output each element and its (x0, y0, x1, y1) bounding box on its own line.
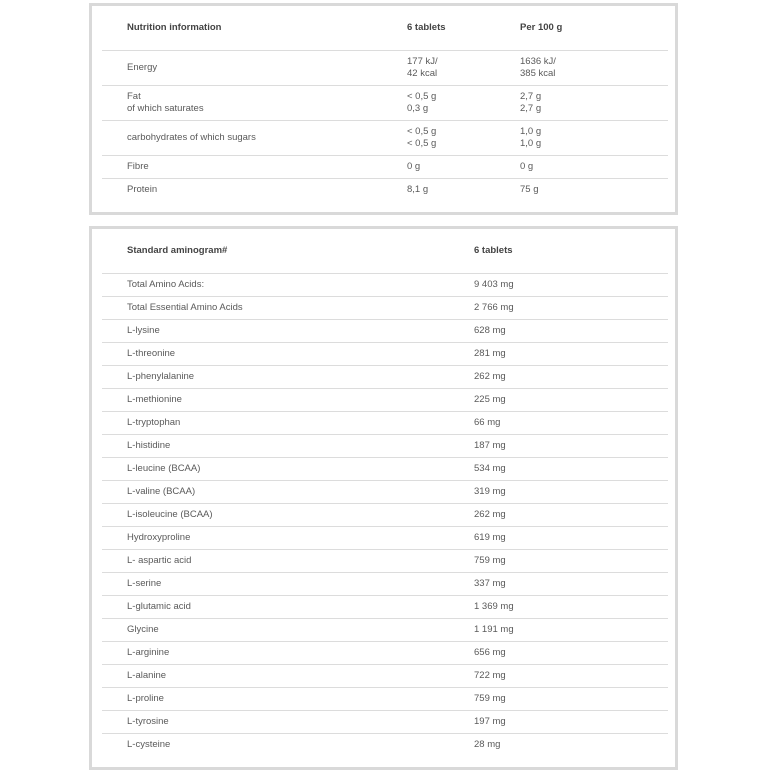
nutrition-serving-cell (382, 86, 495, 121)
aminogram-header-row (102, 229, 668, 274)
aminogram-row (102, 343, 668, 366)
nutrition-label-cell (102, 121, 382, 156)
nutrition-label-cell (102, 51, 382, 86)
nutrition-serving-cell-line: < 0,5 g (407, 126, 437, 137)
amino-acid-name: Total Essential Amino Acids (102, 297, 449, 320)
nutrition-serving-cell (382, 51, 495, 86)
nutrition-per100-cell-line: 1636 kJ/ (520, 56, 556, 67)
nutrition-serving-cell-line: 177 kJ/ (407, 56, 438, 67)
amino-acid-name: L-isoleucine (BCAA) (102, 504, 449, 527)
nutrition-per100-cell-line: 2,7 g (520, 103, 542, 114)
amino-acid-value: 1 369 mg (449, 596, 668, 619)
nutrition-serving-cell-line: < 0,5 g (407, 91, 437, 102)
aminogram-row (102, 366, 668, 389)
nutrition-label-cell (102, 86, 382, 121)
aminogram-row (102, 435, 668, 458)
aminogram-row (102, 734, 668, 757)
nutrition-per100-cell (495, 51, 668, 86)
amino-acid-name: L-lysine (102, 320, 449, 343)
nutrition-label-cell-line: Protein (127, 184, 158, 195)
amino-acid-value: 319 mg (449, 481, 668, 504)
amino-acid-value: 759 mg (449, 550, 668, 573)
nutrition-per100-cell-line: 75 g (520, 184, 539, 195)
aminogram-row (102, 320, 668, 343)
amino-acid-name: L-arginine (102, 642, 449, 665)
amino-acid-name: L-alanine (102, 665, 449, 688)
nutrition-per100-cell-line: 1,0 g (520, 126, 542, 137)
nutrition-row (102, 86, 668, 121)
amino-acid-name: L-cysteine (127, 739, 171, 750)
nutrition-per100-cell (495, 179, 668, 202)
nutrition-per100-cell-line: 0 g (520, 161, 534, 172)
nutrition-serving-cell (382, 156, 495, 179)
amino-acid-name: Hydroxyproline (102, 527, 449, 550)
amino-acid-value: 628 mg (449, 320, 668, 343)
nutrition-header-serving: 6 tablets (382, 6, 495, 51)
amino-acid-name: L-tyrosine (102, 711, 449, 734)
amino-acid-name: L-leucine (BCAA) (102, 458, 449, 481)
nutrition-label-cell-line: carbohydrates of which sugars (127, 132, 256, 143)
nutrition-header-row (102, 6, 668, 51)
nutrition-per100-cell-line: 2,7 g (520, 91, 542, 102)
amino-acid-value: 225 mg (449, 389, 668, 412)
amino-acid-value: 66 mg (449, 412, 668, 435)
nutrition-serving-cell-line: 0 g (407, 161, 421, 172)
nutrition-per100-cell (495, 86, 668, 121)
nutrition-row (102, 156, 668, 179)
nutrition-per100-cell-line: 385 kcal (520, 68, 556, 79)
nutrition-header-per100: Per 100 g (495, 6, 668, 51)
amino-acid-value: 337 mg (449, 573, 668, 596)
aminogram-row (102, 573, 668, 596)
aminogram-row (102, 274, 668, 297)
nutrition-label-cell (102, 179, 382, 202)
amino-acid-value: 262 mg (449, 504, 668, 527)
aminogram-row (102, 458, 668, 481)
nutrition-row (102, 121, 668, 156)
amino-acid-value: 2 766 mg (449, 297, 668, 320)
nutrition-serving-cell (382, 179, 495, 202)
amino-acid-value: 619 mg (449, 527, 668, 550)
aminogram-row (102, 550, 668, 573)
aminogram-row (102, 642, 668, 665)
amino-acid-value: 759 mg (449, 688, 668, 711)
amino-acid-name: L-threonine (102, 343, 449, 366)
nutrition-row (102, 51, 668, 86)
amino-acid-name: L-glutamic acid (102, 596, 449, 619)
amino-acid-name: Glycine (102, 619, 449, 642)
amino-acid-name: Total Amino Acids: (102, 274, 449, 297)
amino-acid-name: L-valine (BCAA) (102, 481, 449, 504)
amino-acid-name: L-methionine (102, 389, 449, 412)
aminogram-header-serving: 6 tablets (449, 229, 668, 274)
aminogram-row (102, 711, 668, 734)
aminogram-row (102, 504, 668, 527)
amino-acid-value: 1 191 mg (449, 619, 668, 642)
nutrition-per100-cell (495, 121, 668, 156)
aminogram-panel (89, 226, 678, 770)
nutrition-serving-cell-line: < 0,5 g (407, 138, 437, 149)
amino-acid-name: L-proline (102, 688, 449, 711)
nutrition-label-cell (102, 156, 382, 179)
amino-acid-name: L-histidine (102, 435, 449, 458)
aminogram-table (102, 229, 668, 756)
nutrition-serving-cell-line: 42 kcal (407, 68, 438, 79)
aminogram-row (102, 688, 668, 711)
amino-acid-name: L- aspartic acid (102, 550, 449, 573)
amino-acid-name: L-tryptophan (102, 412, 449, 435)
amino-acid-value: 262 mg (449, 366, 668, 389)
nutrition-per100-cell (495, 156, 668, 179)
aminogram-row (102, 665, 668, 688)
amino-acid-value: 187 mg (449, 435, 668, 458)
aminogram-row (102, 297, 668, 320)
nutrition-label-cell-line: of which saturates (127, 103, 204, 114)
aminogram-row (102, 389, 668, 412)
nutrition-label-cell-line: Fibre (127, 161, 149, 172)
nutrition-serving-cell-line: 8,1 g (407, 184, 429, 195)
amino-acid-value: 28 mg (474, 739, 501, 750)
amino-acid-value: 197 mg (449, 711, 668, 734)
nutrition-serving-cell (382, 121, 495, 156)
nutrition-serving-cell-line: 0,3 g (407, 103, 429, 114)
aminogram-row (102, 412, 668, 435)
nutrition-table (102, 6, 668, 201)
aminogram-row (102, 596, 668, 619)
aminogram-row (102, 619, 668, 642)
amino-acid-name: L-phenylalanine (102, 366, 449, 389)
aminogram-row (102, 481, 668, 504)
amino-acid-value: 534 mg (449, 458, 668, 481)
amino-acid-value: 281 mg (449, 343, 668, 366)
aminogram-row (102, 527, 668, 550)
nutrition-header-label: Nutrition information (102, 6, 382, 51)
aminogram-header-label: Standard aminogram# (102, 229, 449, 274)
nutrition-information-panel (89, 3, 678, 215)
nutrition-label-cell-line: Energy (127, 62, 158, 73)
amino-acid-value: 722 mg (449, 665, 668, 688)
amino-acid-name: L-serine (102, 573, 449, 596)
nutrition-row (102, 179, 668, 202)
amino-acid-value: 656 mg (449, 642, 668, 665)
nutrition-label-cell-line: Fat (127, 91, 141, 102)
amino-acid-value: 9 403 mg (449, 274, 668, 297)
nutrition-per100-cell-line: 1,0 g (520, 138, 542, 149)
